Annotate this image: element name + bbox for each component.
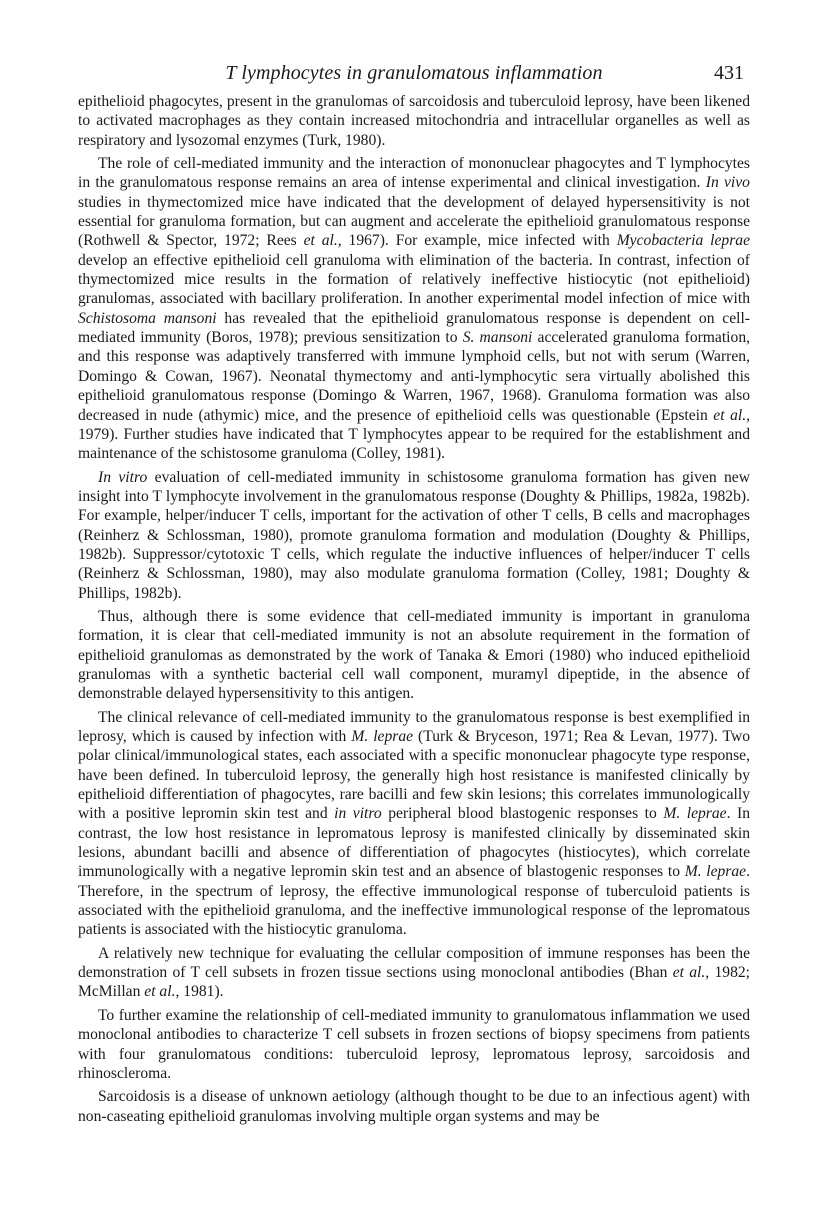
text-run: , 1981). (175, 983, 224, 1001)
text-run: studies in thymectomized mice have indicated that the development of delayed hypersensitivity is not essential for granuloma formation, but can augment and accelerate the epithelioid granulomatous response (Rothwell & Spector, 1972; Rees (78, 193, 750, 250)
paragraph-continued (78, 92, 750, 150)
text-run: , 1979). Further studies have indicated that T lymphocytes appear to be required for the establishment and maintenance of the schistosome granuloma (Colley, 1981). (78, 406, 750, 463)
text-run: To further examine the relationship of cell-mediated immunity to granulomatous inflammation we used monoclonal antibodies to characterize T cell subsets in frozen sections of biopsy specimens from patients with four granulomatous conditions: tuberculoid leprosy, lepromatous leprosy, sarcoidosis and rhinoscleroma. (78, 1006, 750, 1082)
text-run: develop an effective epithelioid cell granuloma with elimination of the bacteria. In contrast, infection of thymectomized mice results in the formation of relatively ineffective histiocytic (not epithelioid) granulomas, associated with bacillary proliferation. In another experimental model infection of mice with (78, 251, 750, 308)
italic-term: et al. (672, 964, 706, 982)
text-run: , 1967). For example, mice infected with (337, 232, 617, 250)
text-run: . Therefore, in the spectrum of leprosy, the effective immunological response of tuberculoid patients is associated with the epithelioid granuloma, and the ineffective immunological response of the lepromatous patients is associated with the histiocytic granuloma. (78, 863, 751, 939)
text-run: peripheral blood blastogenic responses to (381, 805, 664, 823)
page-number: 431 (714, 62, 744, 84)
journal-page (78, 62, 750, 1126)
italic-term: M. leprae (351, 728, 414, 745)
paragraph-in-vitro-evaluation (78, 468, 750, 603)
paragraph-study-aim (78, 1006, 750, 1083)
text-run: . In contrast, the low host resistance in lepromatous leprosy is manifested clinically by disseminated skin lesions, abundant bacilli and absence of differentiation of phagocytes (histiocytes), which correlate immunologically with a negative lepromin skin test and an absence of blastogenic responses to (78, 805, 750, 881)
text-run: evaluation of cell-mediated immunity in schistosome granuloma formation has given new insight into T lymphocyte involvement in the granulomatous response (Doughty & Phillips, 1982a, 1982b). For example, helper/inducer T cells, important for the activation of other T cells, B cells and macrophages (Reinherz & Schlossman, 1980), promote granuloma formation and modulation (Doughty & Phillips, 1982b). Suppressor/cytotoxic T cells, which regulate the inductive influences of helper/inducer T cells (Reinherz & Schlossman, 1980), may also modulate granuloma formation (Colley, 1981; Doughty & Phillips, 1982b). (78, 468, 750, 602)
text-run: epithelioid phagocytes, present in the granulomas of sarcoidosis and tuberculoid leprosy, have been likened to activated macrophages as they contain increased mitochondria and intracellular organelles as well as respiratory and lysozomal enzymes (Turk, 1980). (78, 93, 750, 149)
italic-term: et al. (303, 232, 338, 250)
text-run: (Turk & Bryceson, 1971; Rea & Levan, 1977). Two polar clinical/immunological states, each associated with a specific mononuclear phagocyte type response, have been defined. In tuberculoid leprosy, the generally high host resistance is manifested clinically by epithelioid differentiation of phagocytes, rare bacilli and few skin lesions; this correlates immunologically with a positive lepromin skin test and (78, 728, 751, 823)
italic-term: In vitro (98, 468, 148, 486)
italic-term: M. leprae (684, 863, 747, 881)
text-run: accelerated granuloma formation, and this response was adaptively transferred with immune lymphoid cells, but not with serum (Warren, Domingo & Cowan, 1967). Neonatal thymectomy and anti-lymphocytic sera virtually abolished this epithelioid granulomatous response (Domingo & Warren, 1967, 1968). Granuloma formation was also decreased in nude (athymic) mice, and the presence of epithelioid cells was questionable (Epstein (78, 329, 751, 424)
paragraph-muramyl-dipeptide (78, 607, 750, 704)
paragraph-cell-mediated-immunity (78, 154, 750, 464)
italic-term: in vitro (334, 805, 382, 823)
text-run: The role of cell-mediated immunity and the interaction of mononuclear phagocytes and T lymphocytes in the granulomatous response remains an area of intense experimental and clinical investigation. (78, 155, 750, 192)
text-run: Thus, although there is some evidence that cell-mediated immunity is important in granuloma formation, it is clear that cell-mediated immunity is not an absolute requirement in the formation of epithelioid granulomas as demonstrated by the work of Tanaka & Emori (1980) who induced epithelioid granulomas with a synthetic bacterial cell wall component, muramyl dipeptide, in the absence of demonstrable delayed hypersensitivity to this antigen. (78, 607, 750, 703)
text-run: , 1982; McMillan (78, 964, 750, 1001)
italic-term: In vivo (705, 174, 750, 192)
paragraph-sarcoidosis (78, 1087, 750, 1126)
italic-term: M. leprae (663, 805, 727, 823)
paragraph-monoclonal-technique (78, 944, 750, 1002)
article-body (78, 92, 750, 1126)
text-run: The clinical relevance of cell-mediated immunity to the granulomatous response is best exemplified in leprosy, which is caused by infection with (78, 708, 750, 745)
text-run: has revealed that the epithelioid granulomatous response is dependent on cell-mediated immunity (Boros, 1978); previous sensitization to (78, 309, 750, 347)
text-run: A relatively new technique for evaluating the cellular composition of immune responses has been the demonstration of T cell subsets in frozen tissue sections using monoclonal antibodies (Bhan (78, 944, 750, 982)
running-header (78, 62, 750, 92)
text-run: Sarcoidosis is a disease of unknown aetiology (although thought to be due to an infectious agent) with non-caseating epithelioid granulomas involving multiple organ systems and may be (78, 1088, 750, 1125)
italic-term: S. mansoni (462, 329, 533, 347)
italic-term: Mycobacteria leprae (616, 232, 750, 250)
paragraph-leprosy (78, 708, 750, 940)
italic-term: et al. (713, 406, 747, 424)
italic-term: et al. (144, 983, 176, 1001)
running-title: T lymphocytes in granulomatous inflammation (225, 62, 603, 84)
italic-term: Schistosoma mansoni (78, 309, 217, 327)
